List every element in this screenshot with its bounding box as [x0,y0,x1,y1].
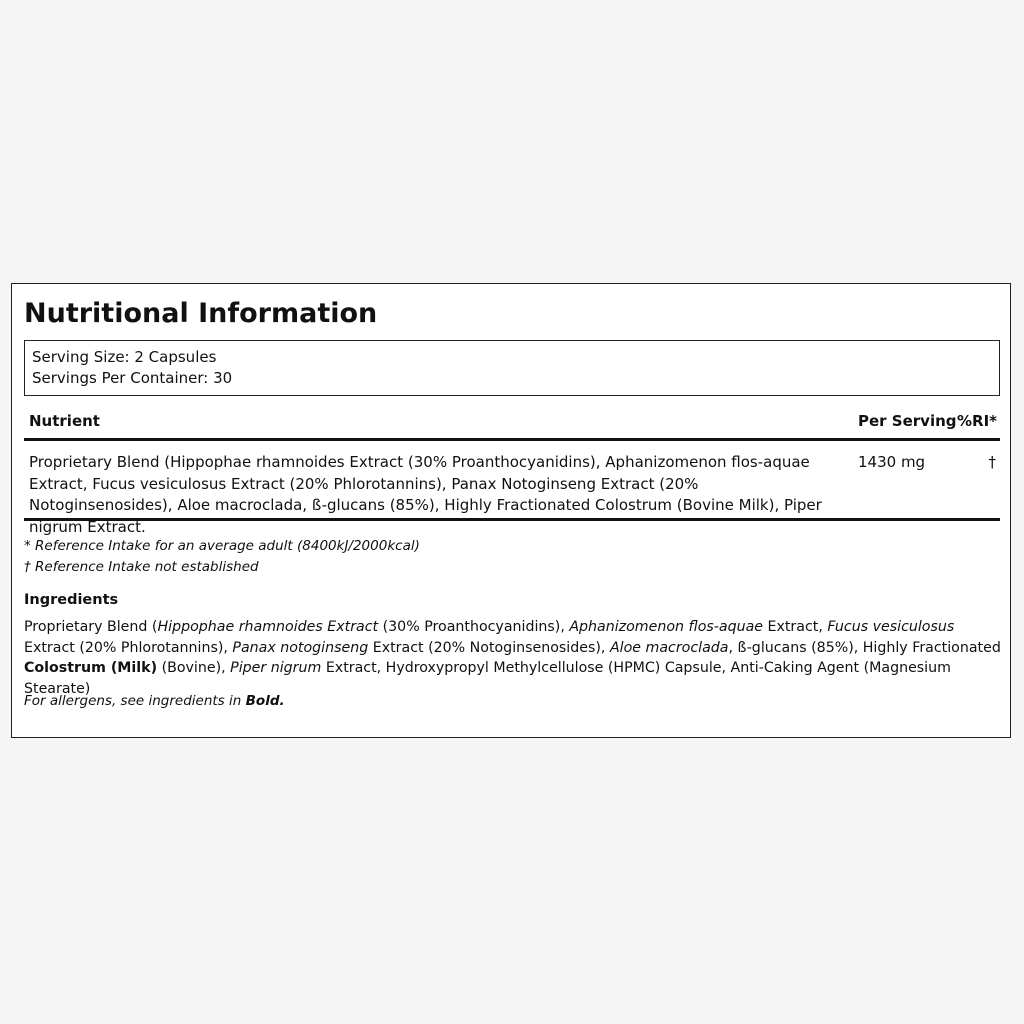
footnotes [24,536,420,577]
ing-text-5: Extract (20% Notoginsenosides), [368,639,610,656]
serving-info-box [24,340,1000,396]
ing-text-1: Proprietary Blend ( [24,619,158,635]
column-header-ri: %RI* [957,412,998,430]
ing-text-4: Extract (20% Phlorotannins), [24,639,233,656]
footnote-ri: * Reference Intake for an average adult (8400kJ/2000kcal) [24,538,420,554]
table-header [24,412,1000,441]
ing-italic-3: Fucus vesiculosus [827,619,955,635]
ing-text-7: (Bovine), [157,660,231,676]
ing-italic-6: Piper nigrum [230,660,322,676]
ing-italic-2: Aphanizomenon flos-aquae [569,619,763,635]
allergen-note [24,693,285,709]
ing-text-2: (30% Proanthocyanidins), [378,619,570,635]
row-nutrient: Proprietary Blend (Hippophae rhamnoides Extract (30% Proanthocyanidins), Aphanizomenon flos-aquae Extract, Fucus vesiculosus Extract (20% Phlorotannins), Panax Notoginseng Extract (20% Notoginsenosides), Aloe macroclada, ß-glucans (85%), Highly Fractionated Colostrum (Bovine Milk), Piper nigrum Extract. [29,453,822,536]
servings-per-container: Servings Per Container: 30 [32,369,233,387]
ing-text-6: , ß-glucans (85%), Highly Fractionated [728,639,1001,656]
ing-text-8: Extract, Hydroxypropyl Methylcellulose (HPMC) Capsule, Anti-Caking Agent (Magnesium Stearate) [24,660,951,697]
ing-italic-5: Aloe macroclada [609,639,729,656]
ing-italic-1: Hippophae rhamnoides Extract [157,619,379,635]
page-title: Nutritional Information [24,298,378,329]
ing-allergen-bold: Colostrum (Milk) [24,660,158,676]
row-per-serving: 1430 mg [858,453,926,471]
ing-italic-4: Panax notoginseng [232,639,369,656]
allergen-note-bold: Bold. [245,693,285,709]
ing-text-3: Extract, [763,619,828,635]
row-ri: † [988,453,996,471]
allergen-note-text: For allergens, see ingredients in [24,693,246,709]
footnote-dagger: † Reference Intake not established [24,558,259,575]
ingredients-heading: Ingredients [24,592,119,608]
nutrition-panel [11,283,1011,738]
column-header-per-serving: Per Serving [858,412,957,430]
serving-size: Serving Size: 2 Capsules [32,348,217,366]
ingredients-text [24,617,1004,699]
table-row [24,452,1000,536]
column-header-nutrient: Nutrient [29,412,100,430]
